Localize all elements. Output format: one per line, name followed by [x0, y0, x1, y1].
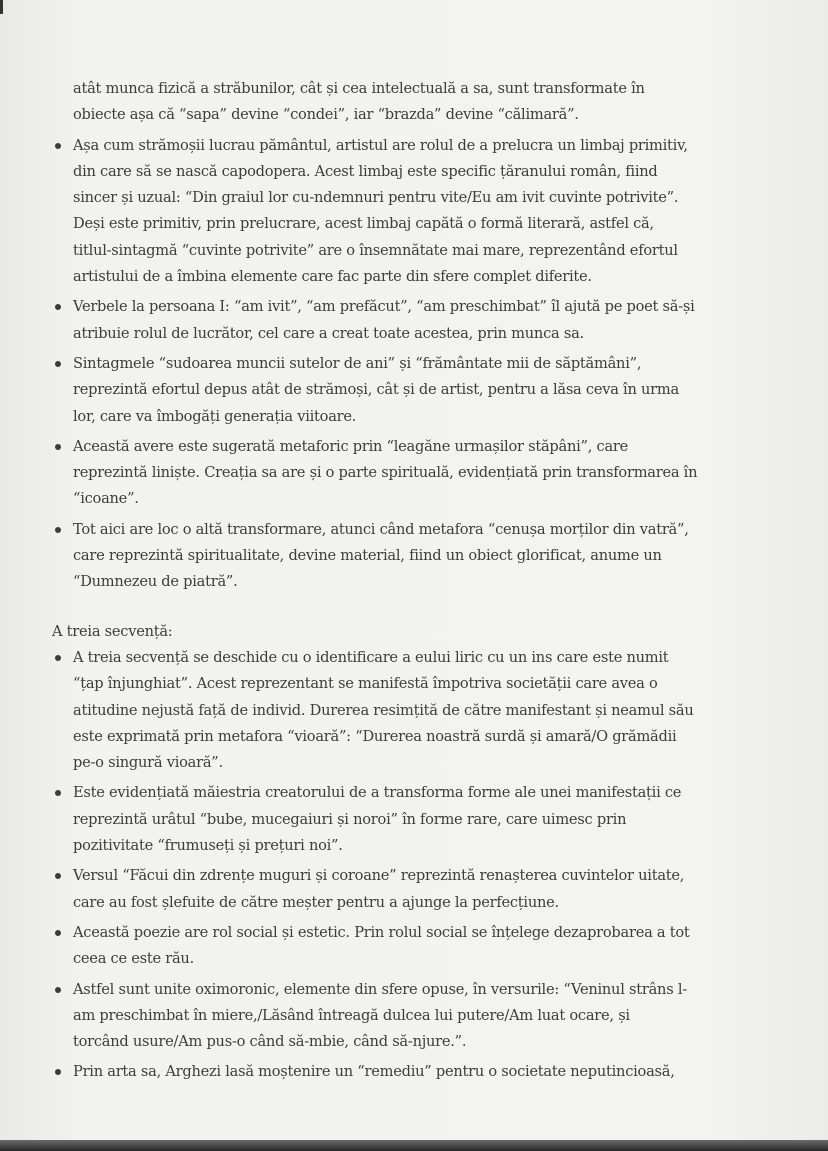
list-item [0, 351, 828, 430]
section-heading: A treia secvență: [52, 622, 173, 640]
text-line: “țap înjunghiat”. Acest reprezentant se manifestă împotriva societății care avea o [73, 675, 658, 693]
text-line: Această avere este sugerată metaforic prin “leagăne urmașilor stăpâni”, care [73, 437, 629, 455]
text-line: Astfel sunt unite oximoronic, elemente din sfere opuse, în versurile: “Veninul strâns l- [73, 980, 687, 998]
text-line: este exprimată prin metafora “vioară”: “Durerea noastră surdă și amară/O grămădii [73, 727, 677, 745]
text-line: atât munca fizică a străbunilor, cât și cea intelectuală a sa, sunt transformate în [73, 80, 645, 97]
text-line: atribuie rolul de lucrător, cel care a creat toate acestea, prin munca sa. [73, 324, 584, 342]
text-line: din care să se nască capodopera. Acest limbaj este specific țăranului român, fiind [73, 162, 658, 180]
text-line: Tot aici are loc o altă transformare, atunci când metafora “cenușa morților din vatră”, [73, 520, 689, 538]
text-line: Verbele la persoana I: “am ivit”, “am prefăcut”, “am preschimbat” îl ajută pe poet să-și [73, 298, 695, 316]
bullet-icon [55, 527, 61, 533]
text-line: Versul “Făcui din zdrențe muguri și coroane” reprezintă renașterea cuvintelor uitate, [73, 867, 685, 885]
text-line: ceea ce este rău. [73, 950, 194, 968]
list-item [0, 517, 828, 596]
text-line: care reprezintă spiritualitate, devine material, fiind un obiect glorificat, anume un [73, 547, 662, 565]
text-line: Această poezie are rol social și estetic. Prin rolul social se înțelege dezaprobarea a tot [73, 923, 690, 941]
text-line: pozitivitate “frumuseți și prețuri noi”. [73, 837, 343, 855]
bullet-icon [55, 143, 61, 149]
text-line: am preschimbat în miere,/Lăsând întreagă dulcea lui putere/Am luat ocare, și [73, 1006, 630, 1024]
list-item [0, 863, 828, 916]
list-item [0, 920, 828, 973]
list-item [0, 294, 828, 347]
bullet-icon [55, 790, 61, 796]
text-line: torcând usure/Am pus-o când să-mbie, când să-njure.”. [73, 1033, 467, 1051]
text-line: care au fost șlefuite de către meșter pentru a ajunge la perfecțiune. [73, 893, 559, 911]
text-line: obiecte așa că “sapa” devine “condei”, iar “brazda” devine “călimară”. [73, 106, 579, 124]
bullet-icon [55, 1069, 61, 1075]
document-body [0, 76, 828, 1086]
text-line: “icoane”. [73, 490, 139, 508]
list-item [0, 780, 828, 859]
list-item [0, 1059, 828, 1085]
bullet-icon [55, 655, 61, 661]
bullet-icon [55, 987, 61, 993]
bullet-icon [55, 930, 61, 936]
text-line: Este evidențiată măiestria creatorului de a transforma forme ale unei manifestații ce [73, 784, 682, 802]
text-line: “Dumnezeu de piatră”. [73, 573, 238, 591]
list-item [0, 645, 828, 776]
text-line: Așa cum strămoșii lucrau pământul, artistul are rolul de a prelucra un limbaj primitiv, [73, 136, 688, 154]
bullet-icon [55, 444, 61, 450]
text-line: titlul-sintagmă “cuvinte potrivite” are o însemnătate mai mare, reprezentând efortul [73, 241, 678, 259]
text-line: Sintagmele “sudoarea muncii sutelor de ani” și “frământate mii de săptămâni”, [73, 354, 642, 372]
text-line: pe-o singură vioară”. [73, 754, 223, 772]
scan-bottom-edge [0, 1140, 828, 1151]
text-line: sincer și uzual: “Din graiul lor cu-ndemnuri pentru vite/Eu am ivit cuvinte potrivite”. [73, 189, 679, 207]
text-line: Deși este primitiv, prin prelucrare, acest limbaj capătă o formă literară, astfel că, [73, 215, 654, 233]
bullet-icon [55, 361, 61, 367]
text-line: reprezintă urâtul “bube, mucegaiuri și noroi” în forme rare, care uimesc prin [73, 810, 627, 828]
text-line: artistului de a îmbina elemente care fac parte din sfere complet diferite. [73, 268, 592, 286]
text-line: lor, care va îmbogăți generația viitoare. [73, 407, 357, 425]
list-item [0, 977, 828, 1056]
bullet-icon [55, 873, 61, 879]
bullet-icon [55, 304, 61, 310]
text-line: atitudine nejustă față de individ. Durerea resimțită de către manifestant și neamul său [73, 701, 694, 719]
list-item [0, 133, 828, 291]
text-line: A treia secvență se deschide cu o identificare a eului liric cu un ins care este numit [73, 648, 669, 666]
list-item [0, 434, 828, 513]
intro-paragraph [0, 76, 828, 129]
text-line: Prin arta sa, Arghezi lasă moștenire un “remediu” pentru o societate neputincioasă, [73, 1063, 675, 1081]
text-line: reprezintă liniște. Creația sa are și o parte spirituală, evidențiată prin transformarea în [73, 464, 698, 482]
text-line: reprezintă efortul depus atât de strămoși, cât și de artist, pentru a lăsa ceva în urma [73, 381, 679, 399]
scan-edge-mark [0, 0, 3, 14]
